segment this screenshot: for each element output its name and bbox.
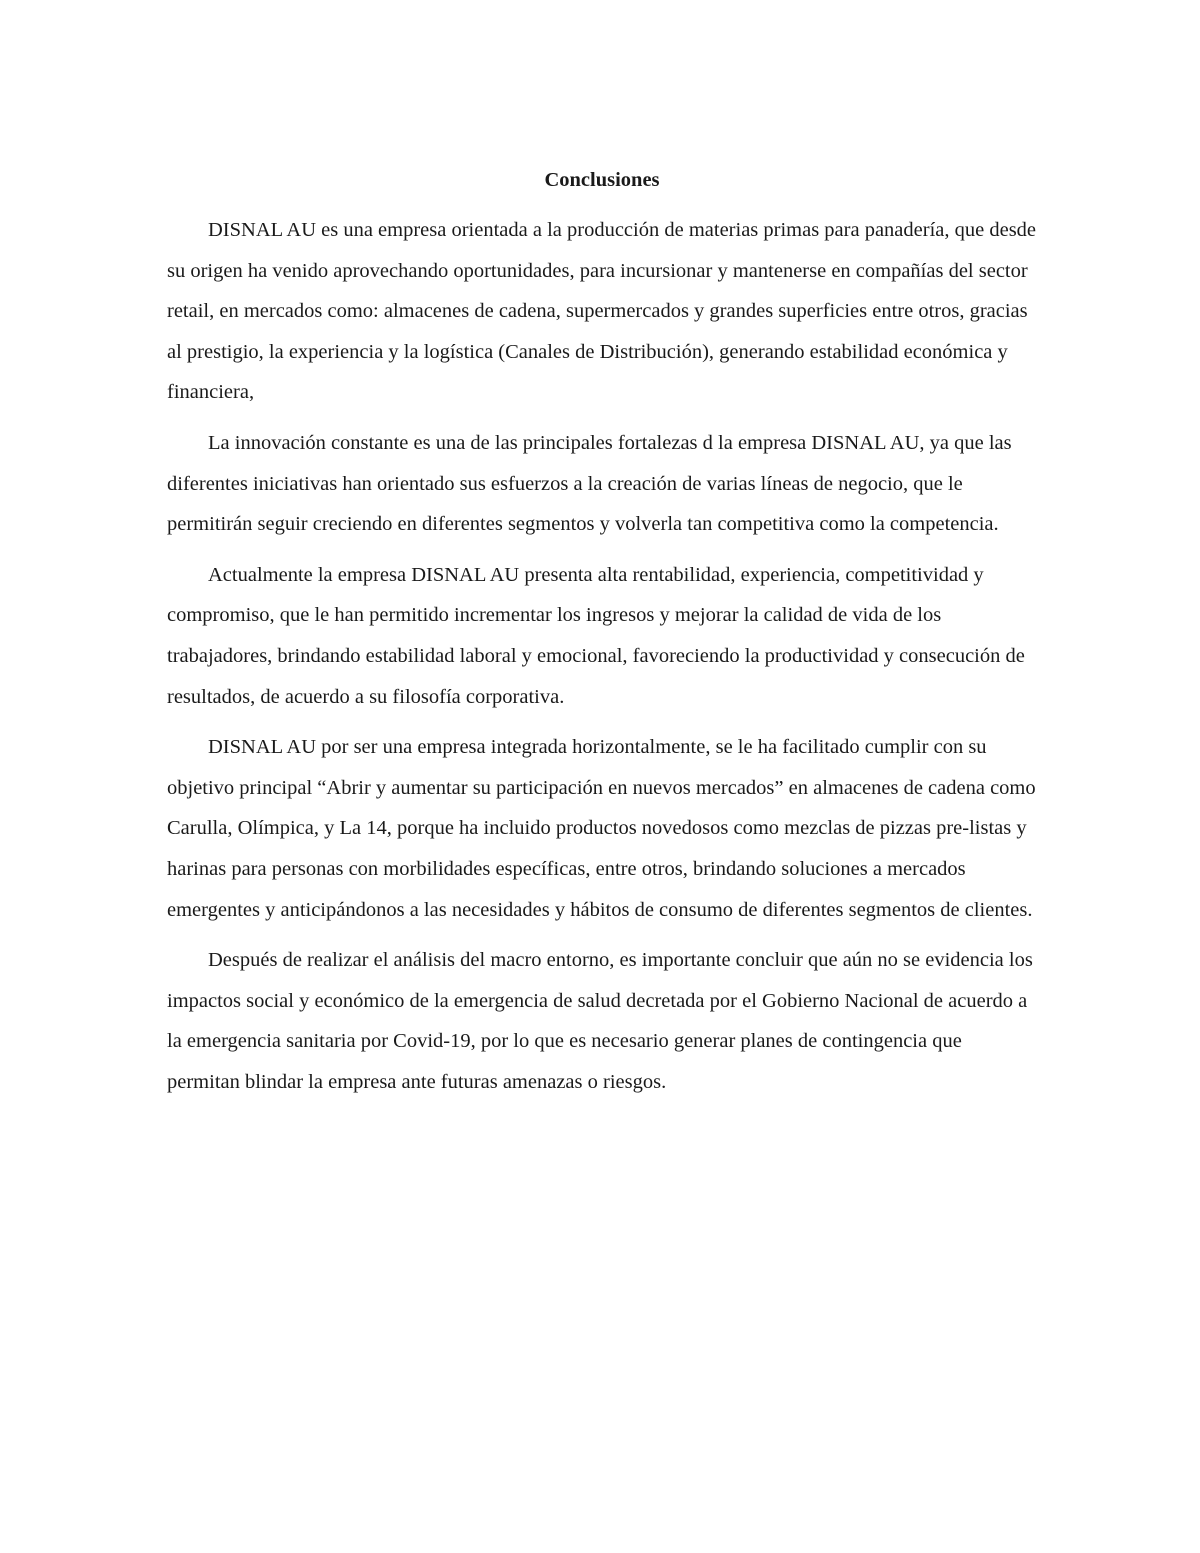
paragraph-5: Después de realizar el análisis del macro entorno, es importante concluir que aún no se evidencia los impactos social y económico de la emergencia de salud decretada por el Gobierno Nacional de acuerdo a la emergencia sanitaria por Covid-19, por lo que es necesario generar planes de contingencia que permitan blindar la empresa ante futuras amenazas o riesgos. [167, 949, 1033, 1093]
paragraph-4: DISNAL AU por ser una empresa integrada horizontalmente, se le ha facilitado cumplir con su objetivo principal “Abrir y aumentar su participación en nuevos mercados” en almacenes de cadena como Carulla, Olímpica, y La 14, porque ha incluido productos novedosos como mezclas de pizzas pre-listas y harinas para personas con morbilidades específicas, entre otros, brindando soluciones a mercados emergentes y anticipándonos a las necesidades y hábitos de consumo de diferentes segmentos de clientes. [167, 736, 1036, 921]
document-body [167, 160, 1037, 1112]
paragraph-1: DISNAL AU es una empresa orientada a la producción de materias primas para panadería, que desde su origen ha venido aprovechando oportunidades, para incursionar y mantenerse en compañías del sector retail, en mercados como: almacenes de cadena, supermercados y grandes superficies entre otros, gracias al prestigio, la experiencia y la logística (Canales de Distribución), generando estabilidad económica y financiera, [167, 219, 1037, 404]
page-title: Conclusiones [544, 169, 660, 191]
paragraph-2: La innovación constante es una de las principales fortalezas d la empresa DISNAL AU, ya que las diferentes iniciativas han orientado sus esfuerzos a la creación de varias líneas de negocio, que le permitirán seguir creciendo en diferentes segmentos y volverla tan competitiva como la competencia. [167, 431, 1012, 536]
paragraph-3: Actualmente la empresa DISNAL AU presenta alta rentabilidad, experiencia, competitividad y compromiso, que le han permitido incrementar los ingresos y mejorar la calidad de vida de los trabajadores, brindando estabilidad laboral y emocional, favoreciendo la productividad y consecución de resultados, de acuerdo a su filosofía corporativa. [167, 563, 1025, 708]
